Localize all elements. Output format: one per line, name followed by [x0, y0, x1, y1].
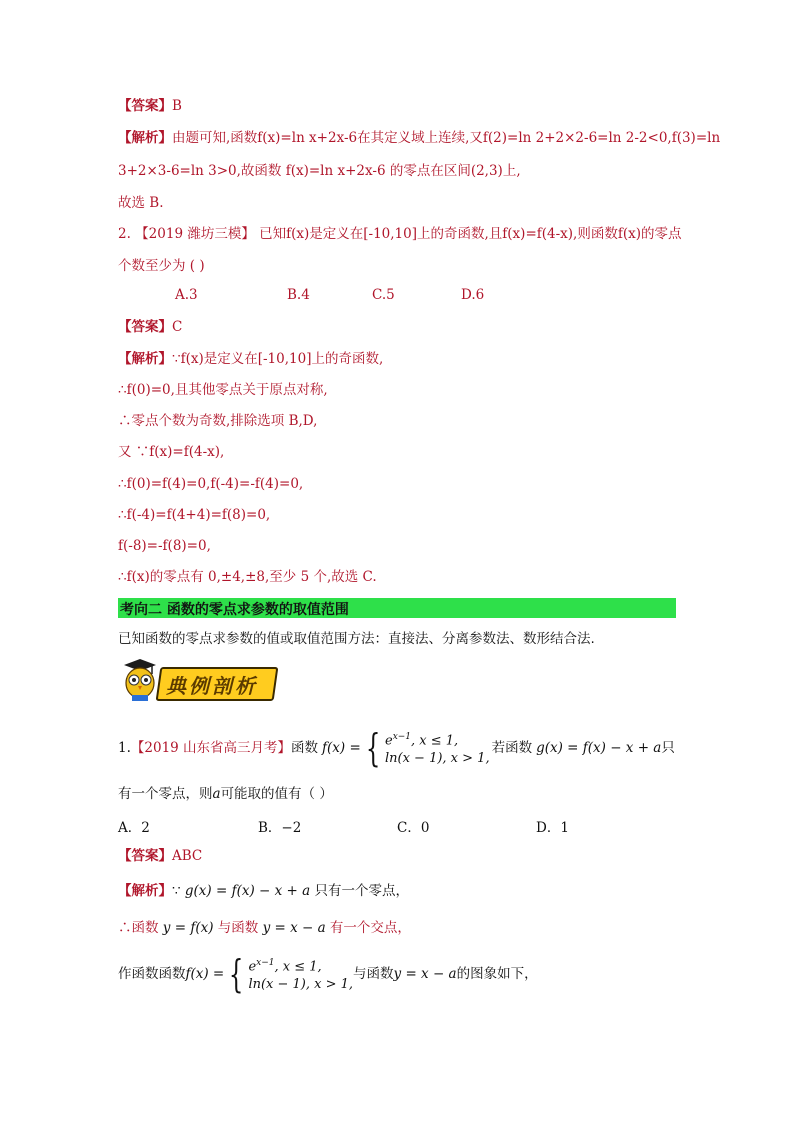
answer-1 — [118, 97, 182, 115]
question-number: 1. — [118, 740, 131, 756]
analysis-2-line-8: ∴f(x)的零点有 0,±4,±8,至少 5 个,故选 C. — [118, 569, 377, 585]
piecewise-function: { $e^{x-1}$, x ≤ 1, ln(x − 1), x > 1, — [229, 952, 354, 996]
option-d: D．1 — [536, 820, 569, 836]
section-heading: 考向二 函数的零点求参数的取值范围 — [120, 602, 349, 618]
answer-value: B — [172, 98, 182, 114]
analysis-1-line-2: 3+2×3-6=ln 3>0,故函数 f(x)=ln x+2x-6 的零点在区间(2,3)上, — [118, 163, 521, 179]
stem-suffix: 只 — [661, 740, 675, 756]
answer-2 — [118, 318, 182, 336]
case-1: $e^{x-1}$, x ≤ 1, — [384, 732, 459, 749]
option-a: A．2 — [118, 820, 150, 836]
method-text: 已知函数的零点求参数的值或取值范围方法：直接法、分离参数法、数形结合法. — [118, 631, 595, 647]
answer-label: 【答案】 — [118, 98, 172, 114]
option-b: B．−2 — [258, 820, 302, 836]
option-b: B.4 — [287, 287, 310, 303]
analysis-label: 【解析】 — [118, 883, 172, 899]
example-1-stem-2: 有一个零点，则a可能取的值有（ ） — [118, 786, 333, 802]
answer-3 — [118, 847, 202, 865]
gx-expression: g(x) = f(x) − x + a — [184, 883, 311, 899]
question-text: 已知f(x)是定义在[-10,10]上的奇函数,且f(x)=f(4-x),则函数f(x)的零点 — [254, 226, 682, 242]
analysis-2-line-1 — [118, 350, 383, 368]
analysis-1-line-1 — [118, 129, 720, 147]
analysis-2-line-2: ∴f(0)=0,且其他零点关于原点对称, — [118, 382, 328, 398]
option-c: C.5 — [372, 287, 395, 303]
analysis-2-line-3: ∴零点个数为奇数,排除选项 B,D, — [118, 413, 318, 429]
answer-value: C — [172, 319, 183, 335]
example-1-stem — [118, 724, 675, 772]
option-a: A.3 — [175, 287, 198, 303]
analysis-label: 【解析】 — [118, 351, 172, 367]
analysis-3-line-1: 【解析】∵ g(x) = f(x) − x + a 只有一个零点， — [118, 883, 409, 899]
analysis-2-line-7: f(-8)=-f(8)=0, — [118, 538, 211, 554]
analysis-3-line-3: 作函数函数 f(x) = { $e^{x-1}$, x ≤ 1, ln(x − 1), x > 1, 与函数 y = x − a 的图象如下， — [118, 952, 538, 996]
answer-label: 【答案】 — [118, 319, 172, 335]
case-2: ln(x − 1), x > 1, — [384, 750, 490, 766]
condition-text: 若函数 — [491, 740, 533, 756]
fx-expression: f(x) = — [322, 740, 361, 756]
analysis-label: 【解析】 — [118, 130, 172, 146]
function-prefix: 函数 — [291, 740, 319, 756]
analysis-3-line-2: ∴函数 y = f(x) 与函数 y = x − a 有一个交点， — [118, 920, 411, 936]
badge-label: 典例剖析 — [166, 674, 258, 698]
param-a: a — [212, 786, 221, 802]
analysis-2-line-6: ∴f(-4)=f(4+4)=f(8)=0, — [118, 507, 271, 523]
example-badge — [118, 657, 274, 703]
piecewise-function: { $e^{x-1}$, x ≤ 1, ln(x − 1), x > 1, — [365, 726, 490, 770]
option-d: D.6 — [461, 287, 485, 303]
analysis-2-line-4: 又 ∵f(x)=f(4-x), — [118, 444, 225, 460]
question-number: 2. — [118, 226, 136, 242]
option-c: C．0 — [397, 820, 430, 836]
analysis-text: 由题可知,函数f(x)=ln x+2x-6在其定义域上连续,又f(2)=ln 2+2×2-6=ln 2-2<0,f(3)=ln — [172, 130, 721, 146]
answer-value: ABC — [172, 848, 203, 864]
answer-label: 【答案】 — [118, 848, 172, 864]
question-2-stem — [118, 225, 681, 243]
analysis-2-line-5: ∴f(0)=f(4)=0,f(-4)=-f(4)=0, — [118, 476, 304, 492]
gx-expression: g(x) = f(x) − x + a — [536, 740, 662, 756]
fx-expression: f(x) = — [185, 966, 225, 982]
question-2-stem-2: 个数至少为 ( ) — [118, 258, 205, 274]
case-1: $e^{x-1}$, x ≤ 1, — [248, 958, 322, 975]
question-source: 【2019 山东省高三月考】 — [130, 740, 292, 756]
case-2: ln(x − 1), x > 1, — [248, 976, 354, 992]
owl-graduate-icon — [118, 657, 162, 703]
question-source: 【2019 潍坊三模】 — [135, 226, 255, 242]
analysis-1-line-3: 故选 B. — [118, 195, 164, 211]
analysis-text: ∵f(x)是定义在[-10,10]上的奇函数, — [172, 351, 384, 367]
